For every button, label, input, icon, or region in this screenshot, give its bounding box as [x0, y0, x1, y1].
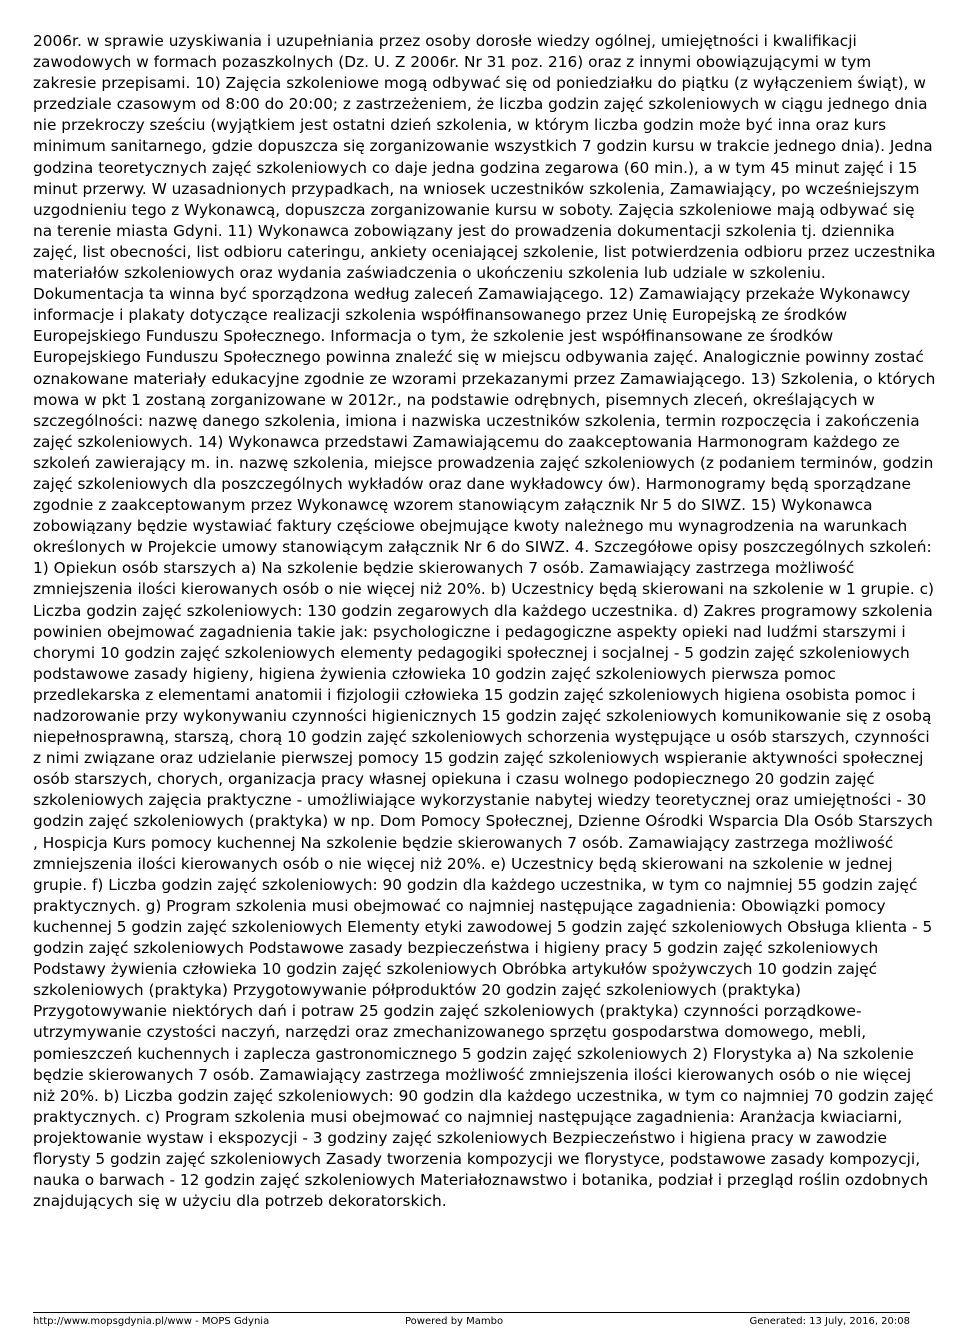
- footer-powered-by: Powered by Mambo: [405, 1316, 504, 1327]
- footer-site-url[interactable]: http://www.mopsgdynia.pl/www - MOPS Gdynia: [33, 1316, 270, 1327]
- document-body-text: 2006r. w sprawie uzyskiwania i uzupełniania przez osoby dorosłe wiedzy ogólnej, umiejętności i kwalifikacji zawodowych w formach pozaszkolnych (Dz. U. Z 2006r. Nr 31 poz. 216) oraz z innymi obowiązującymi w tym zakresie przepisami. 10) Zajęcia szkoleniowe mogą odbywać się od poniedziałku do piątku (z wyłączeniem świąt), w przedziale czasowym od 8:00 do 20:00; z zastrzeżeniem, że liczba godzin zajęć szkoleniowych w ciągu jednego dnia nie przekroczy sześciu (wyjątkiem jest ostatni dzień szkolenia, w którym liczba godzin może być inna oraz kurs minimum sanitarnego, gdzie dopuszcza się zorganizowanie wszystkich 7 godzin kursu w trakcie jednego dnia). Jedna godzina teoretycznych zajęć szkoleniowych co daje jedna godzina zegarowa (60 min.), a w tym 45 minut zajęć i 15 minut przerwy. W uzasadnionych przypadkach, na wniosek uczestników szkolenia, Zamawiający, po wcześniejszym uzgodnieniu tego z Wykonawcą, dopuszcza zorganizowanie kursu w soboty. Zajęcia szkoleniowe mają odbywać się na terenie miasta Gdyni. 11) Wykonawca zobowiązany jest do prowadzenia dokumentacji szkolenia tj. dziennika zajęć, list obecności, list odbioru cateringu, ankiety oceniającej szkolenie, list potwierdzenia odbioru przez uczestnika materiałów szkoleniowych oraz wydania zaświadczenia o ukończeniu szkolenia lub udziale w szkoleniu. Dokumentacja ta winna być sporządzona według zaleceń Zamawiającego. 12) Zamawiający przekaże Wykonawcy informacje i plakaty dotyczące realizacji szkolenia współfinansowanego przez Unię Europejską ze środków Europejskiego Funduszu Społecznego. Informacja o tym, że szkolenie jest współfinansowane ze środków Europejskiego Funduszu Społecznego powinna znaleźć się w miejscu odbywania zajęć. Analogicznie powinny zostać oznakowane materiały edukacyjne zgodnie ze wzorami przekazanymi przez Zamawiającego. 13) Szkolenia, o których mowa w pkt 1 zostaną zorganizowane w 2012r., na podstawie odrębnych, pisemnych zleceń, określających w szczególności: nazwę danego szkolenia, imiona i nazwiska uczestników szkolenia, termin rozpoczęcia i zakończenia zajęć szkoleniowych. 14) Wykonawca przedstawi Zamawiającemu do zaakceptowania Harmonogram każdego ze szkoleń zawierający m. in. nazwę szkolenia, miejsce prowadzenia zajęć szkoleniowych (z podaniem terminów, godzin zajęć szkoleniowych dla poszczególnych wykładów oraz dane wykładowcy ów). Harmonogramy będą sporządzane zgodnie z zaakceptowanym przez Wykonawcę wzorem stanowiącym załącznik Nr 5 do SIWZ. 15) Wykonawca zobowiązany będzie wystawiać faktury częściowe obejmujące kwoty należnego mu wynagrodzenia na warunkach określonych w Projekcie umowy stanowiącym załącznik Nr 6 do SIWZ. 4. Szczegółowe opisy poszczególnych szkoleń: 1) Opiekun osób starszych a) Na szkolenie będzie skierowanych 7 osób. Zamawiający zastrzega możliwość zmniejszenia ilości kierowanych osób o nie więcej niż 20%. b) Uczestnicy będą skierowani na szkolenie w 1 grupie. c) Liczba godzin zajęć szkoleniowych: 130 godzin zegarowych dla każdego uczestnika. d) Zakres programowy szkolenia powinien obejmować zagadnienia takie jak: psychologiczne i pedagogiczne aspekty opieki nad ludźmi starszymi i chorymi 10 godzin zajęć szkoleniowych elementy pedagogiki społecznej i socjalnej - 5 godzin zajęć szkoleniowych podstawowe zasady higieny, higiena żywienia człowieka 10 godzin zajęć szkoleniowych pierwsza pomoc przedlekarska z elementami anatomii i fizjologii człowieka 15 godzin zajęć szkoleniowych higiena osobista pomoc i nadzorowanie przy wykonywaniu czynności higienicznych 15 godzin zajęć szkoleniowych komunikowanie się z osobą niepełnosprawną, starszą, chorą 10 godzin zajęć szkoleniowych schorzenia występujące u osób starszych, czynności z nimi związane oraz udzielanie pierwszej pomocy 15 godzin zajęć szkoleniowych wspieranie aktywności społecznej osób starszych, chorych, organizacja pracy własnej opiekuna i czasu wolnego podopiecznego 20 godzin zajęć szkoleniowych zajęcia praktyczne - umożliwiające wykorzystanie nabytej wiedzy teoretycznej oraz umiejętności - 30 godzin zajęć szkoleniowych (praktyka) w np. Dom Pomocy Społecznej, Dzienne Ośrodki Wsparcia Dla Osób Starszych , Hospicja Kurs pomocy kuchennej Na szkolenie będzie skierowanych 7 osób. Zamawiający zastrzega możliwość zmniejszenia ilości kierowanych osób o nie więcej niż 20%. e) Uczestnicy będą skierowani na szkolenie w jednej grupie. f) Liczba godzin zajęć szkoleniowych: 90 godzin dla każdego uczestnika, w tym co najmniej 55 godzin zajęć praktycznych. g) Program szkolenia musi obejmować co najmniej następujące zagadnienia: Obowiązki pomocy kuchennej 5 godzin zajęć szkoleniowych Elementy etyki zawodowej 5 godzin zajęć szkoleniowych Obsługa klienta - 5 godzin zajęć szkoleniowych Podstawowe zasady bezpieczeństwa i higieny pracy 5 godzin zajęć szkoleniowych Podstawy żywienia człowieka 10 godzin zajęć szkoleniowych Obróbka artykułów spożywczych 10 godzin zajęć szkoleniowych (praktyka) Przygotowywanie półproduktów 20 godzin zajęć szkoleniowych (praktyka) Przygotowywanie niektórych dań i potraw 25 godzin zajęć szkoleniowych (praktyka) czynności porządkowe- utrzymywanie czystości naczyń, narzędzi oraz zmechanizowanego sprzętu gospodarstwa domowego, mebli, pomieszczeń kuchennych i zaplecza gastronomicznego 5 godzin zajęć szkoleniowych 2) Florystyka a) Na szkolenie będzie skierowanych 7 osób. Zamawiający zastrzega możliwość zmniejszenia ilości kierowanych osób o nie więcej niż 20%. b) Liczba godzin zajęć szkoleniowych: 90 godzin dla każdego uczestnika, w tym co najmniej 70 godzin zajęć praktycznych. c) Program szkolenia musi obejmować co najmniej następujące zagadnienia: Aranżacja kwiaciarni, projektowanie wystaw i ekspozycji - 3 godziny zajęć szkoleniowych Bezpieczeństwo i higiena pracy w zawodzie florysty 5 godzin zajęć szkoleniowych Zasady tworzenia kompozycji we florystyce, podstawowe zasady kompozycji, nauka o barwach - 12 godzin zajęć szkoleniowych Materiałoznawstwo i botanika, podział i przegląd roślin ozdobnych znajdujących się w użyciu dla potrzeb dekoratorskich.: [33, 32, 936, 1211]
- footer-generated-date: Generated: 13 July, 2016, 20:08: [749, 1316, 910, 1327]
- page-footer: [33, 1312, 910, 1331]
